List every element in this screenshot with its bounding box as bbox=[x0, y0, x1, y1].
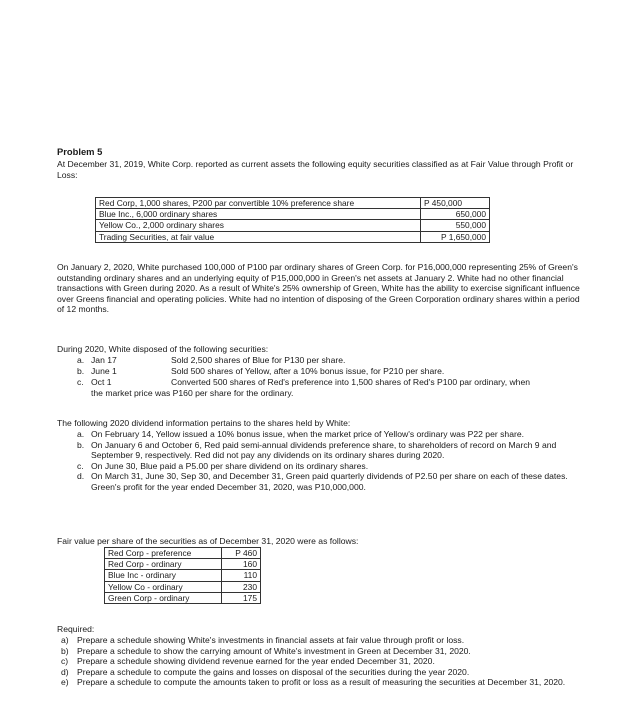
security-desc: Trading Securities, at fair value bbox=[96, 231, 421, 242]
item-text: Prepare a schedule showing White's investments in financial assets at fair value through profit or loss. bbox=[77, 635, 465, 645]
item-text: Prepare a schedule to show the carrying amount of White's investment in Green at December 31, 2020. bbox=[77, 645, 471, 656]
table-row bbox=[96, 231, 490, 242]
item-label: c) bbox=[61, 656, 69, 667]
list-item bbox=[57, 429, 582, 440]
item-date: Oct 1 bbox=[91, 377, 112, 387]
fv-value: 230 bbox=[222, 581, 261, 592]
dividend-list bbox=[57, 429, 582, 493]
item-label: d. bbox=[77, 471, 85, 482]
fv-security: Red Corp - ordinary bbox=[105, 559, 222, 570]
fv-security: Green Corp - ordinary bbox=[105, 592, 222, 603]
item-text: Prepare a schedule to compute the gains and losses on disposal of the securities during the year 2020. bbox=[77, 666, 470, 677]
list-item bbox=[57, 677, 582, 688]
list-item bbox=[57, 440, 582, 461]
list-item bbox=[57, 461, 582, 472]
security-amount: P 450,000 bbox=[421, 198, 490, 209]
fv-security: Blue Inc - ordinary bbox=[105, 570, 222, 581]
fair-value-intro: Fair value per share of the securities as of December 31, 2020 were as follows: bbox=[57, 536, 359, 546]
security-desc: Yellow Co., 2,000 ordinary shares bbox=[96, 220, 421, 231]
fair-value-table bbox=[104, 547, 261, 604]
item-label: d) bbox=[61, 666, 69, 677]
list-item bbox=[57, 366, 582, 377]
table-row bbox=[105, 592, 261, 603]
security-amount: 550,000 bbox=[421, 220, 490, 231]
problem-title: Problem 5 bbox=[57, 146, 103, 157]
required-label: Required: bbox=[57, 624, 95, 634]
item-label: b) bbox=[61, 645, 69, 656]
item-text: On February 14, Yellow issued a 10% bonus issue, when the market price of Yellow's ordinary was P22 per share. bbox=[91, 429, 525, 439]
list-item bbox=[57, 355, 582, 366]
list-item bbox=[57, 471, 582, 492]
securities-table bbox=[95, 197, 490, 243]
security-amount: 650,000 bbox=[421, 209, 490, 220]
item-label: c. bbox=[77, 460, 84, 471]
table-row bbox=[105, 581, 261, 592]
fv-security: Yellow Co - ordinary bbox=[105, 581, 222, 592]
item-text: Prepare a schedule to compute the amounts taken to profit or loss as a result of measuring the securities at December 31, 2020. bbox=[77, 677, 566, 688]
list-item bbox=[57, 667, 582, 678]
security-amount: P 1,650,000 bbox=[421, 231, 490, 242]
item-label: e) bbox=[61, 677, 69, 688]
item-date: Jan 17 bbox=[91, 355, 117, 365]
item-text: On June 30, Blue paid a P5.00 per share dividend on its ordinary shares. bbox=[91, 460, 369, 471]
item-text: Prepare a schedule showing dividend revenue earned for the year ended December 31, 2020. bbox=[77, 656, 435, 667]
fv-value: 110 bbox=[222, 570, 261, 581]
list-item bbox=[57, 646, 582, 657]
item-text: Converted 500 shares of Red's preference into 1,500 shares of Red's P100 par ordinary, when the market price was P160 per share for the ordinary. bbox=[91, 377, 531, 398]
required-list bbox=[57, 635, 582, 688]
item-label: a. bbox=[77, 355, 85, 365]
fv-security: Red Corp - preference bbox=[105, 548, 222, 559]
fv-value: 175 bbox=[222, 592, 261, 603]
table-row bbox=[96, 220, 490, 231]
security-desc: Blue Inc., 6,000 ordinary shares bbox=[96, 209, 421, 220]
item-text: Sold 500 shares of Yellow, after a 10% bonus issue, for P210 per share. bbox=[171, 366, 445, 376]
table-row bbox=[105, 548, 261, 559]
item-date: June 1 bbox=[91, 366, 117, 376]
intro-paragraph: At December 31, 2019, White Corp. reported as current assets the following equity securities classified as at Fair Value through Profit or Loss: bbox=[57, 159, 574, 180]
table-row bbox=[105, 559, 261, 570]
table-row bbox=[105, 570, 261, 581]
table-row bbox=[96, 209, 490, 220]
list-item bbox=[57, 635, 582, 646]
table-row bbox=[96, 198, 490, 209]
fv-value: 160 bbox=[222, 559, 261, 570]
item-text: On March 31, June 30, Sep 30, and December 31, Green paid quarterly dividends of P2.50 per share on each of these dates. Green's profit for the year ended December 31, 2020, was P10,000,000. bbox=[91, 471, 568, 492]
item-label: a) bbox=[61, 635, 69, 645]
item-label: a. bbox=[77, 429, 85, 439]
item-label: b. bbox=[77, 366, 85, 376]
security-desc: Red Corp, 1,000 shares, P200 par convertible 10% preference share bbox=[96, 198, 421, 209]
fv-value: P 460 bbox=[222, 548, 261, 559]
disposal-intro: During 2020, White disposed of the following securities: bbox=[57, 344, 269, 354]
disposal-list bbox=[57, 355, 582, 398]
item-text: On January 6 and October 6, Red paid semi-annual dividends preference share, to shareholders of record on March 9 and September 9, respectively. Red did not pay any dividends on its ordinary shares during 2020. bbox=[91, 439, 557, 461]
item-label: b. bbox=[77, 439, 85, 450]
green-paragraph: On January 2, 2020, White purchased 100,000 of P100 par ordinary shares of Green Corp. for P16,000,000 representing 25% of Green's outstanding ordinary shares and an underlying equity of P15,000,000 in Green's net assets at January 2. White had no other financial transactions with Green during 2020. As a result of White's 25% ownership of Green, White has the ability to exercise significant influence over Greens financial and operating policies. White had no intention of disposing of the Green Corporation ordinary shares within a period of 12 months. bbox=[57, 262, 580, 315]
item-label: c. bbox=[77, 377, 84, 387]
list-item bbox=[57, 377, 582, 398]
dividend-intro: The following 2020 dividend information pertains to the shares held by White: bbox=[57, 418, 351, 428]
item-text: Sold 2,500 shares of Blue for P130 per share. bbox=[171, 355, 346, 365]
list-item bbox=[57, 656, 582, 667]
